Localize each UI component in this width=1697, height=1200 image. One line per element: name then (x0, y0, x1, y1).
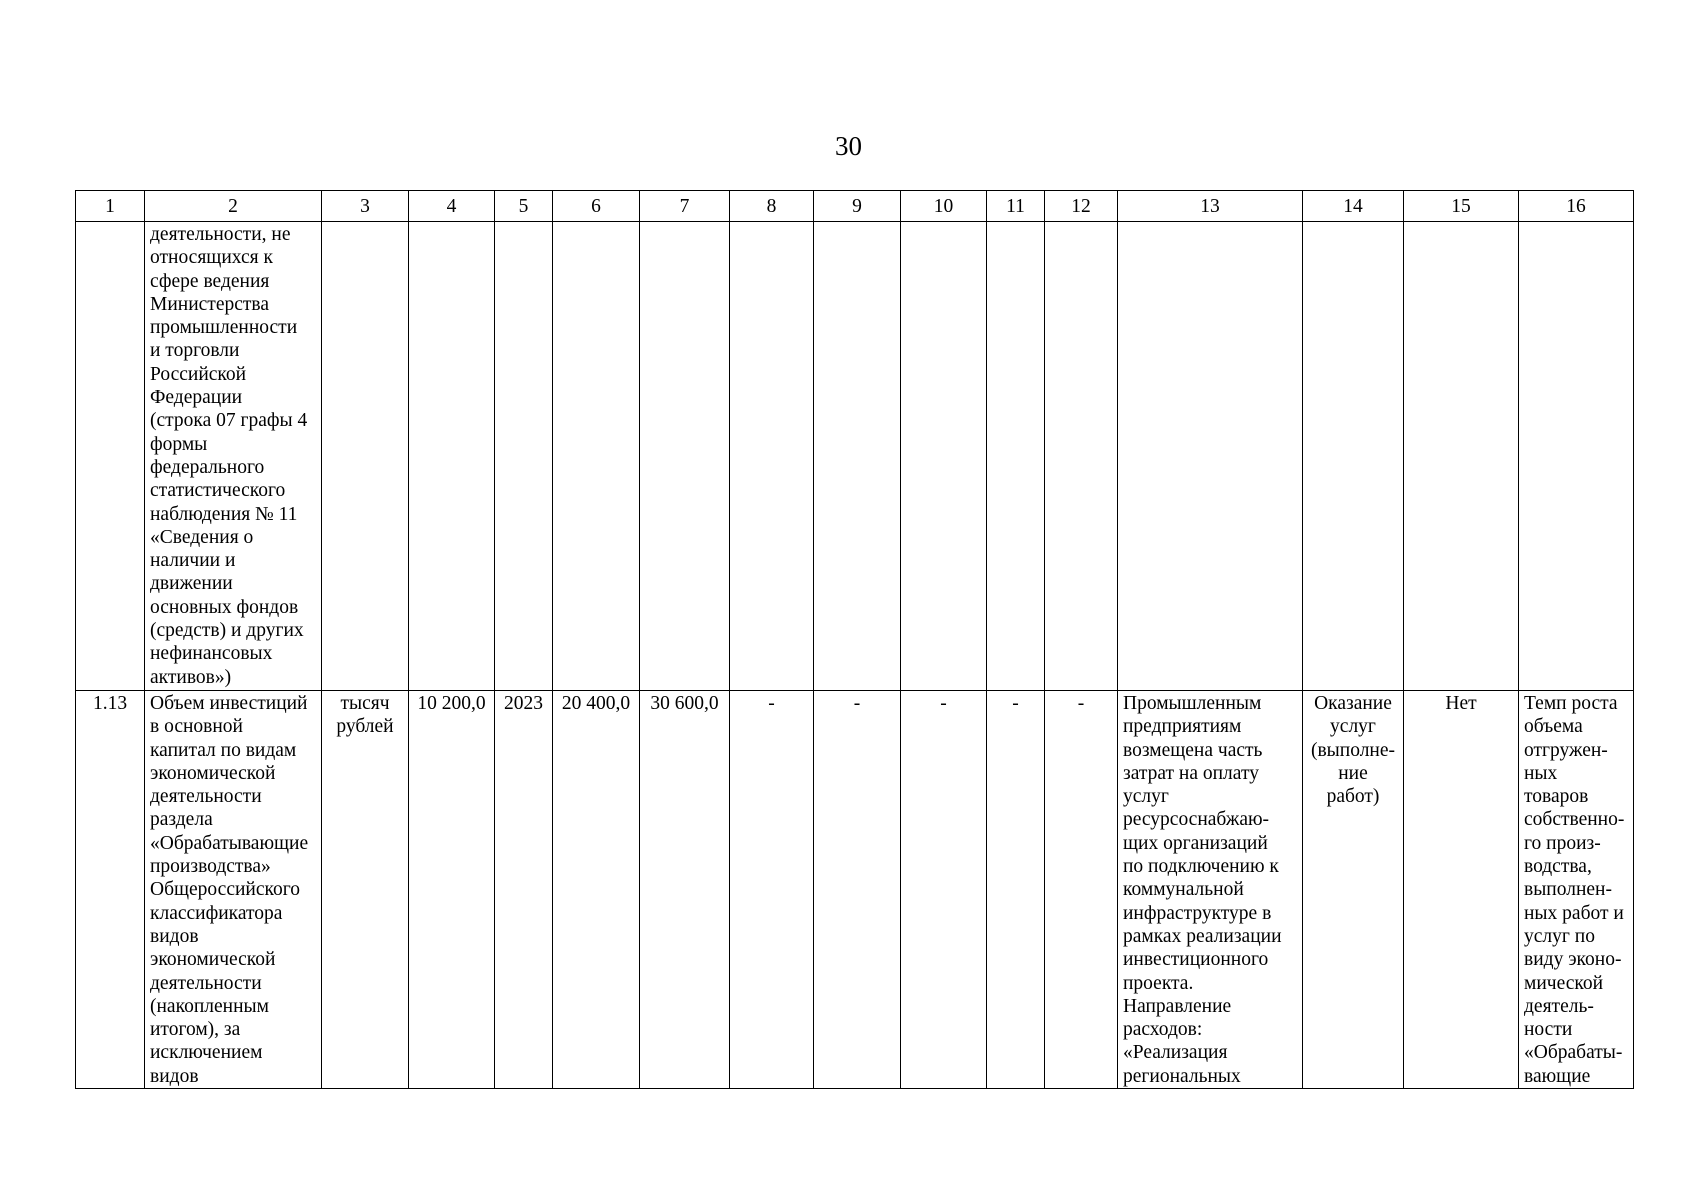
cell-empty (987, 222, 1045, 691)
cell-empty (1045, 222, 1118, 691)
cell-empty (322, 222, 409, 691)
header-cell-1: 1 (76, 191, 145, 222)
value-cell-12: - (1045, 691, 1118, 1089)
row-number-cell: 1.13 (76, 691, 145, 1089)
cell-empty (1519, 222, 1634, 691)
header-row (76, 191, 1634, 222)
header-cell-12: 12 (1045, 191, 1118, 222)
cell-empty (495, 222, 553, 691)
cell-empty (901, 222, 987, 691)
cell-empty (409, 222, 495, 691)
header-cell-15: 15 (1404, 191, 1519, 222)
header-cell-6: 6 (553, 191, 640, 222)
header-cell-11: 11 (987, 191, 1045, 222)
header-cell-10: 10 (901, 191, 987, 222)
header-cell-2: 2 (145, 191, 322, 222)
header-cell-14: 14 (1303, 191, 1404, 222)
indicator-name-cell: деятельности, не относящихся к сфере ведения Министерства промышленности и торговли Российской Федерации (строка 07 графы 4 формы федерального статистического наблюдения № 11 «Сведения о наличии и движении основных фондов (средств) и других нефинансовых активов») (145, 222, 322, 691)
page-number: 30 (835, 131, 862, 161)
result-description-cell: Промышленным предприятиям возмещена часть затрат на оплату услуг ресурсоснабжаю- щих организаций по подключению к коммунальной инфраструктуре в рамках реализации инвестиционного проекта. Направление расходов: «Реализация региональных (1118, 691, 1303, 1089)
cell-empty (553, 222, 640, 691)
header-cell-4: 4 (409, 191, 495, 222)
header-cell-9: 9 (814, 191, 901, 222)
linked-indicator-cell: Темп роста объема отгружен- ных товаров собственно- го произ- водства, выполнен- ных работ и услуг по виду эконо- мической деятель- ности «Обрабаты- вающие (1519, 691, 1634, 1089)
cell-empty (1404, 222, 1519, 691)
value-cell-11: - (987, 691, 1045, 1089)
flag-cell: Нет (1404, 691, 1519, 1089)
indicator-name-cell: Объем инвестиций в основной капитал по видам экономической деятельности раздела «Обрабатывающие производства» Общероссийского классификатора видов экономической деятельности (накопленным итогом), за исключением видов (145, 691, 322, 1089)
header-cell-8: 8 (730, 191, 814, 222)
cell-empty (1118, 222, 1303, 691)
year-cell: 2023 (495, 691, 553, 1089)
result-type-cell: Оказание услуг (выполне- ние работ) (1303, 691, 1404, 1089)
header-cell-16: 16 (1519, 191, 1634, 222)
header-cell-3: 3 (322, 191, 409, 222)
cell-empty (730, 222, 814, 691)
indicators-table (75, 190, 1634, 1089)
cell-empty (1303, 222, 1404, 691)
table-row-1-13 (76, 691, 1634, 1089)
value-cell-8: - (730, 691, 814, 1089)
value-cell-4: 10 200,0 (409, 691, 495, 1089)
value-cell-6: 20 400,0 (553, 691, 640, 1089)
unit-cell: тысяч рублей (322, 691, 409, 1089)
header-cell-5: 5 (495, 191, 553, 222)
value-cell-7: 30 600,0 (640, 691, 730, 1089)
table-row-continuation (76, 222, 1634, 691)
value-cell-10: - (901, 691, 987, 1089)
header-cell-13: 13 (1118, 191, 1303, 222)
cell-empty (814, 222, 901, 691)
value-cell-9: - (814, 691, 901, 1089)
cell-empty (640, 222, 730, 691)
cell-empty (76, 222, 145, 691)
header-cell-7: 7 (640, 191, 730, 222)
